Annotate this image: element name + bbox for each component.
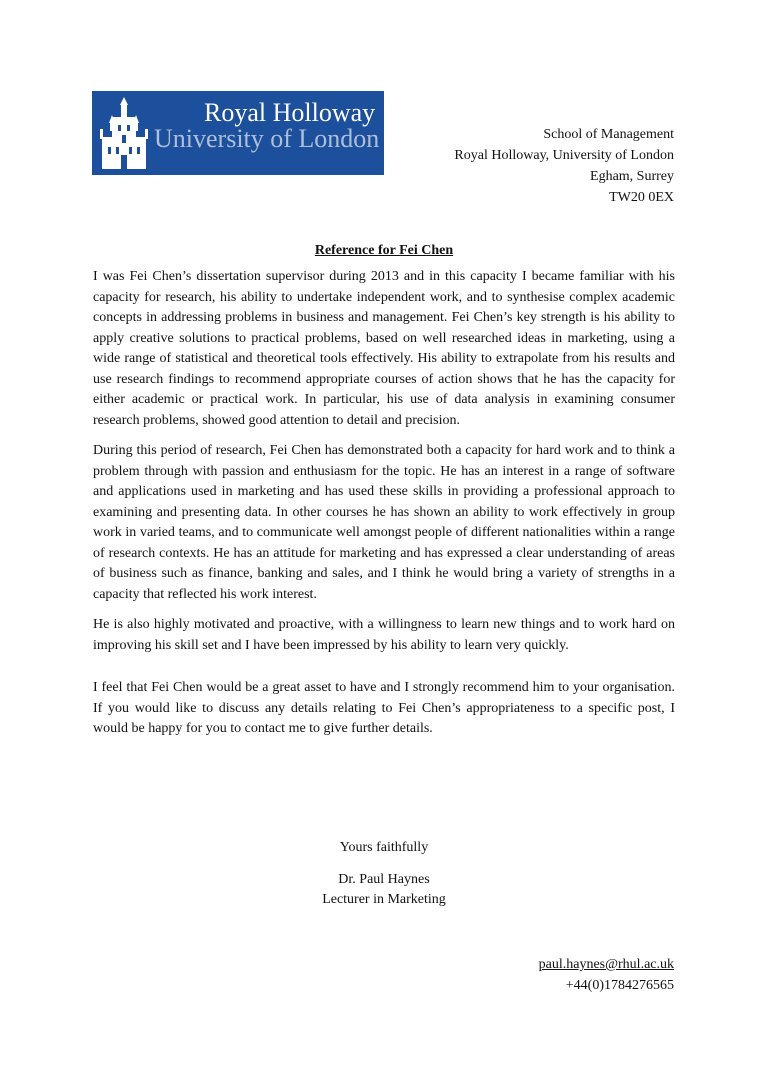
contact-details (539, 954, 674, 996)
signer-position: Lecturer in Marketing (322, 892, 446, 907)
sender-address (454, 124, 674, 208)
royal-holloway-building-icon (98, 97, 150, 169)
body-paragraph: I feel that Fei Chen would be a great asset to have and I strongly recommend him to your organisation. If you would like to discuss any details relating to Fei Chen’s appropriateness to a specific post, I would be happy for you to contact me to give further details. (93, 680, 675, 736)
body-paragraph: He is also highly motivated and proactive, with a willingness to learn new things and to work hard on improving his skill set and I have been impressed by his ability to learn very quickly. (93, 617, 675, 653)
address-line: School of Management (543, 127, 674, 142)
logo-line-university-of-london: University of London (154, 124, 380, 153)
letter-body (93, 267, 675, 750)
phone-number: +44(0)1784276565 (565, 978, 674, 993)
address-line: TW20 0EX (609, 190, 674, 205)
email-link[interactable]: paul.haynes@rhul.ac.uk (538, 957, 674, 972)
university-logo (92, 91, 384, 175)
address-line: Royal Holloway, University of London (454, 148, 674, 163)
logo-line-royal-holloway: Royal Holloway (204, 98, 376, 127)
signer-name: Dr. Paul Haynes (338, 872, 430, 887)
signature-block (0, 838, 768, 910)
document-title: Reference for Fei Chen (314, 243, 454, 258)
body-paragraph: I was Fei Chen’s dissertation supervisor during 2013 and in this capacity I became familiar with his capacity for research, his ability to undertake independent work, and to synthesise complex academic concepts in addressing problems in business and management. Fei Chen’s key strength is his ability to apply creative solutions to practical problems, based on well researched ideas in marketing, using a wide range of statistical and theoretical tools effectively. His ability to extrapolate from his results and use research findings to recommend appropriate courses of action shows that he has the capacity for either academic or practical work. In particular, his use of data analysis in examining consumer research problems, showed good attention to detail and precision. (93, 269, 675, 428)
closing: Yours faithfully (339, 840, 429, 855)
address-line: Egham, Surrey (590, 169, 674, 184)
body-paragraph: During this period of research, Fei Chen has demonstrated both a capacity for hard work and to think a problem through with passion and enthusiasm for the topic. He has an interest in a range of software and applications used in marketing and has used these skills in providing a professional approach to examining and presenting data. In other courses he has shown an ability to work effectively in group work in varied teams, and to communicate well amongst people of different nationalities within a range of research contexts. He has an attitude for marketing and has expressed a clear understanding of areas of business such as finance, banking and sales, and I think he would bring a variety of strengths in a capacity that reflected his work interest. (93, 443, 675, 602)
